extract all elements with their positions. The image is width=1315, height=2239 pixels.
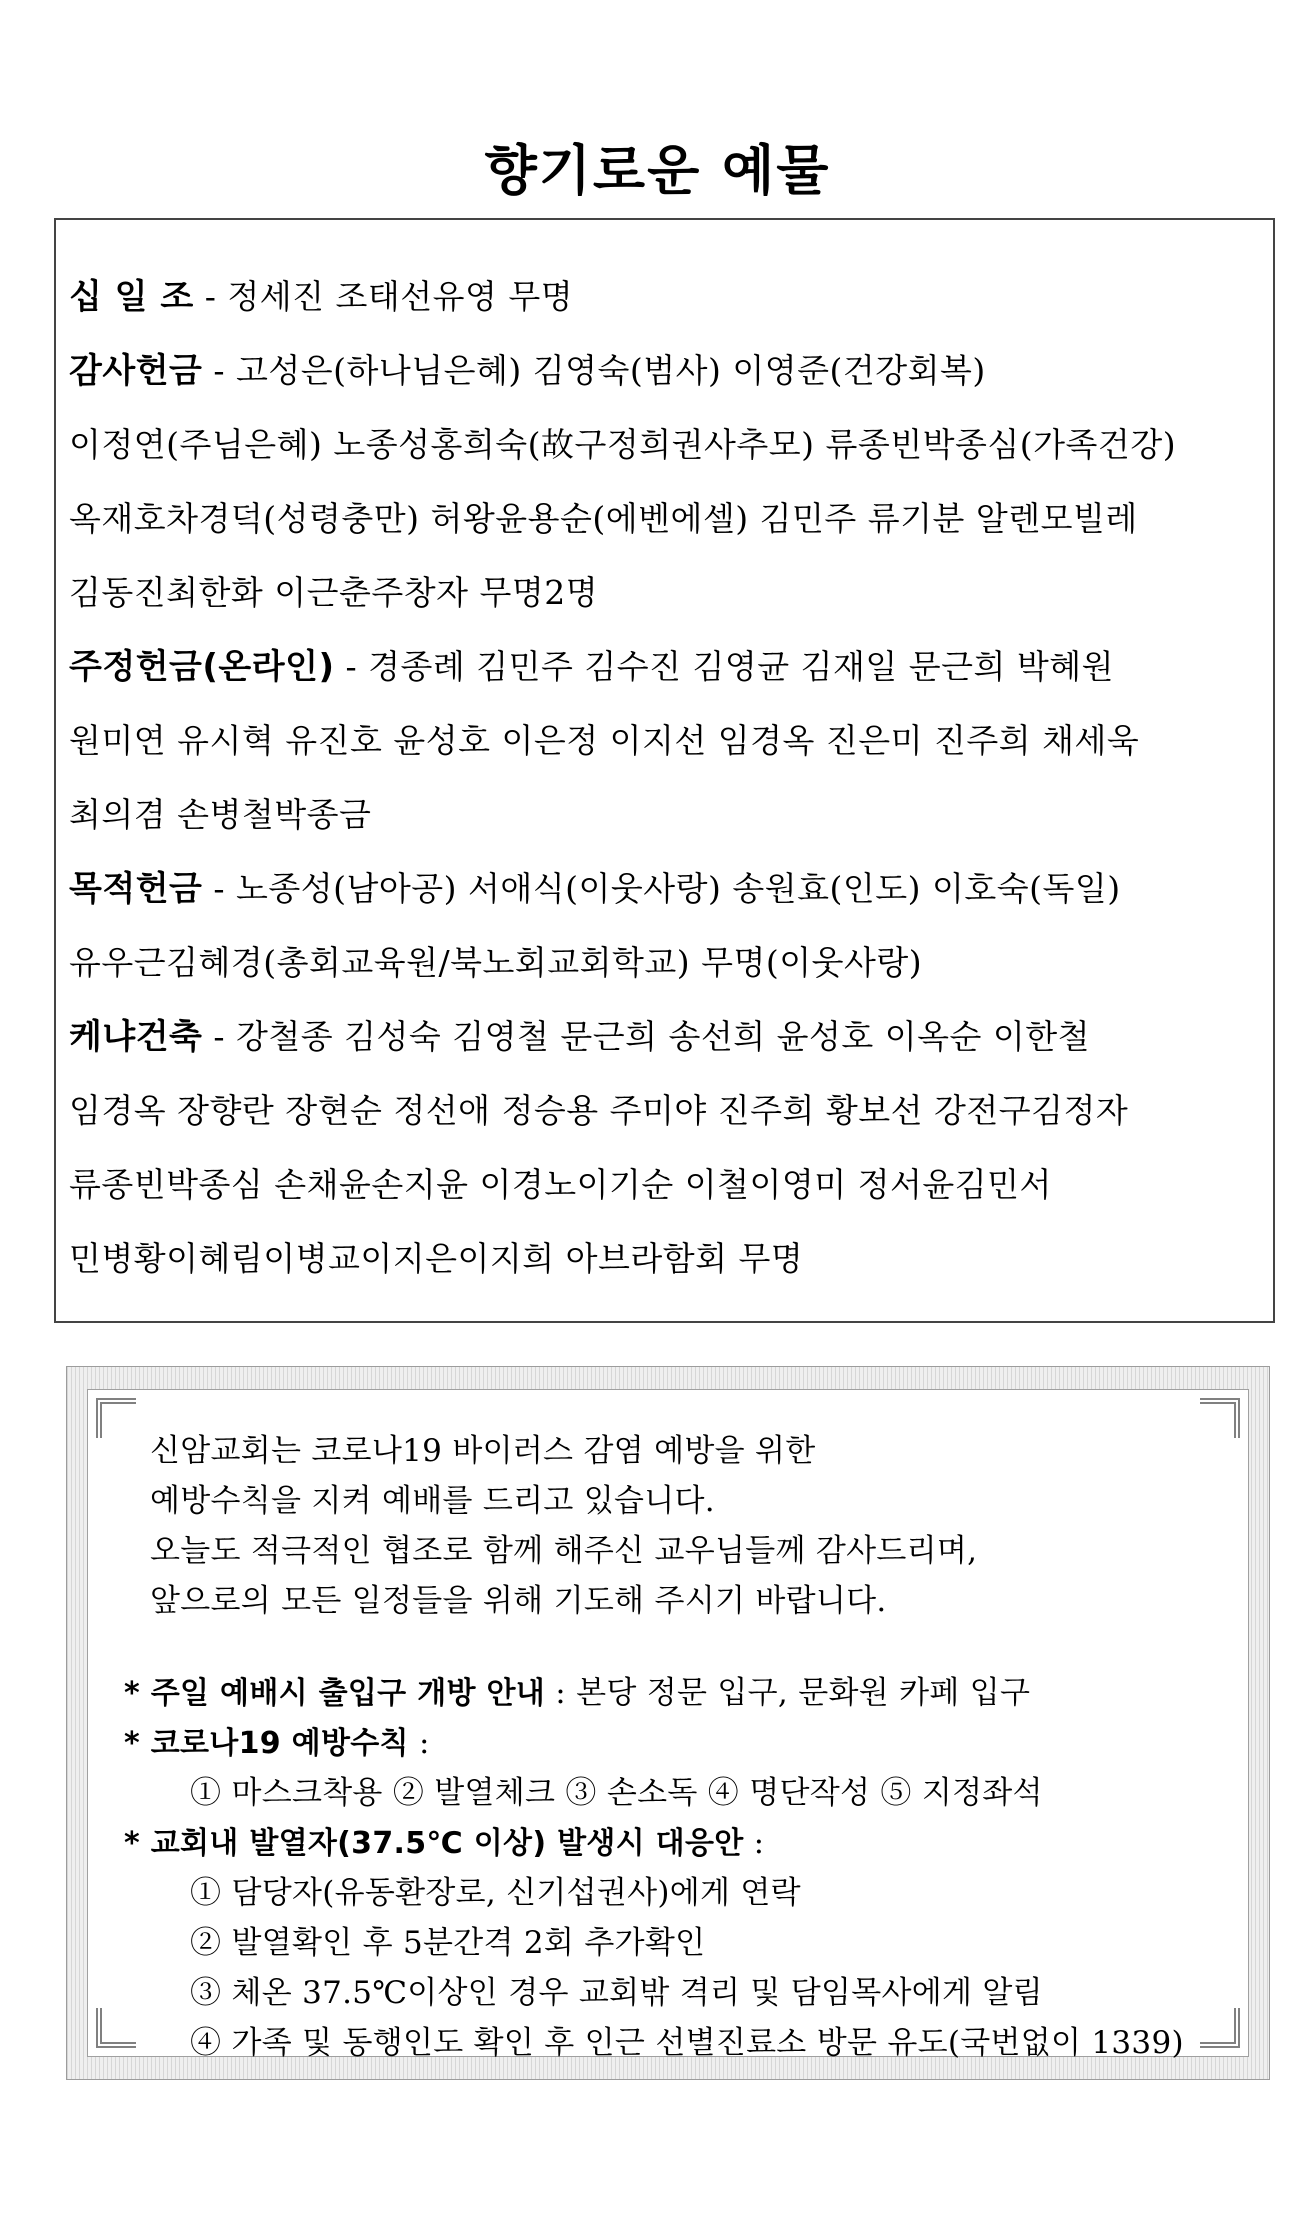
guideline-subitem [124, 1768, 1184, 1818]
guideline-text: ① 마스크착용 ② 발열체크 ③ 손소독 ④ 명단작성 ⑤ 지정좌석 [190, 1775, 1043, 1811]
offering-names: - 고성은(하나님은혜) 김영숙(범사) 이영준(건강회복) [202, 351, 986, 390]
offering-line [69, 926, 1263, 1000]
offering-category: 목적헌금 [69, 869, 203, 909]
frame-corner-ornament [1200, 1398, 1240, 1438]
guideline-item [124, 1818, 1184, 1868]
offering-category: 감사헌금 [69, 351, 203, 391]
guideline-subitem [124, 1868, 1184, 1918]
offering-names: - 노종성(남아공) 서애식(이웃사랑) 송원효(인도) 이호숙(독일) [202, 869, 1121, 908]
offering-category: 십 일 조 [69, 277, 194, 317]
offering-names: 이정연(주님은혜) 노종성홍희숙(故구정희권사추모) 류종빈박종심(가족건강) [69, 425, 1177, 464]
guideline-subitem [124, 2018, 1184, 2068]
frame-corner-ornament [1200, 2008, 1240, 2048]
notice-paragraph [150, 1426, 977, 1626]
offering-names: 유우근김혜경(총회교육원/북노회교회학교) 무명(이웃사랑) [69, 943, 923, 982]
offering-names: 김동진최한화 이근춘주창자 무명2명 [69, 573, 599, 612]
guideline-item [124, 1668, 1184, 1718]
offering-line [69, 1222, 1263, 1296]
offering-names: - 강철종 김성숙 김영철 문근희 송선희 윤성호 이옥순 이한철 [202, 1017, 1091, 1056]
covid-notice-box [66, 1366, 1270, 2080]
offering-line [69, 852, 1263, 926]
offering-names: - 경종례 김민주 김수진 김영균 김재일 문근희 박혜원 [334, 647, 1115, 686]
offering-line [69, 630, 1263, 704]
offering-line [69, 1148, 1263, 1222]
notice-line: 예방수칙을 지켜 예배를 드리고 있습니다. [150, 1483, 715, 1519]
offering-line [69, 408, 1263, 482]
offering-names: 옥재호차경덕(성령충만) 허왕윤용순(에벤에셀) 김민주 류기분 알렌모빌레 [69, 499, 1138, 538]
offering-line [69, 334, 1263, 408]
guideline-heading: * 코로나19 예방수칙 [124, 1726, 409, 1761]
offerings-list [69, 260, 1263, 1296]
offering-line [69, 1000, 1263, 1074]
notice-line: 앞으로의 모든 일정들을 위해 기도해 주시기 바랍니다. [150, 1583, 887, 1619]
offering-names: 류종빈박종심 손채윤손지윤 이경노이기순 이철이영미 정서윤김민서 [69, 1165, 1052, 1204]
offering-names: 최의겸 손병철박종금 [69, 795, 372, 834]
offering-names: 임경옥 장향란 장현순 정선애 정승용 주미야 진주희 황보선 강전구김정자 [69, 1091, 1129, 1130]
guideline-text: ③ 체온 37.5℃이상인 경우 교회밖 격리 및 담임목사에게 알림 [190, 1975, 1043, 2011]
notice-line: 오늘도 적극적인 협조로 함께 해주신 교우님들께 감사드리며, [150, 1533, 978, 1569]
offering-line [69, 556, 1263, 630]
offering-line [69, 260, 1263, 334]
guidelines-list [124, 1668, 1184, 2068]
guideline-text: ① 담당자(유동환장로, 신기섭권사)에게 연락 [190, 1875, 801, 1911]
offering-line [69, 482, 1263, 556]
offerings-box [54, 218, 1275, 1323]
offering-names: 원미연 유시혁 유진호 윤성호 이은정 이지선 임경옥 진은미 진주희 채세욱 [69, 721, 1140, 760]
offering-category: 주정헌금(온라인) [69, 647, 335, 687]
page-title: 향기로운 예물 [484, 139, 831, 202]
offering-names: 민병황이혜림이병교이지은이지희 아브라함회 무명 [69, 1239, 804, 1278]
guideline-item [124, 1718, 1184, 1768]
guideline-text: : [408, 1725, 430, 1761]
guideline-heading: * 주일 예배시 출입구 개방 안내 [124, 1676, 546, 1711]
guideline-subitem [124, 1968, 1184, 2018]
notice-panel [87, 1389, 1249, 2061]
offering-names: - 정세진 조태선유영 무명 [193, 277, 574, 316]
frame-corner-ornament [96, 1398, 136, 1438]
guideline-text: ④ 가족 및 동행인도 확인 후 인근 선별진료소 방문 유도(국번없이 1339) [190, 2025, 1184, 2061]
notice-line: 신암교회는 코로나19 바이러스 감염 예방을 위한 [150, 1433, 816, 1469]
offering-category: 케냐건축 [69, 1017, 203, 1057]
offering-line [69, 704, 1263, 778]
guideline-heading: * 교회내 발열자(37.5℃ 이상) 발생시 대응안 [124, 1826, 744, 1861]
guideline-text: ② 발열확인 후 5분간격 2회 추가확인 [190, 1925, 706, 1961]
guideline-text: : [743, 1825, 765, 1861]
offering-line [69, 1074, 1263, 1148]
guideline-subitem [124, 1918, 1184, 1968]
offering-line [69, 778, 1263, 852]
guideline-text: : 본당 정문 입구, 문화원 카페 입구 [545, 1675, 1031, 1711]
